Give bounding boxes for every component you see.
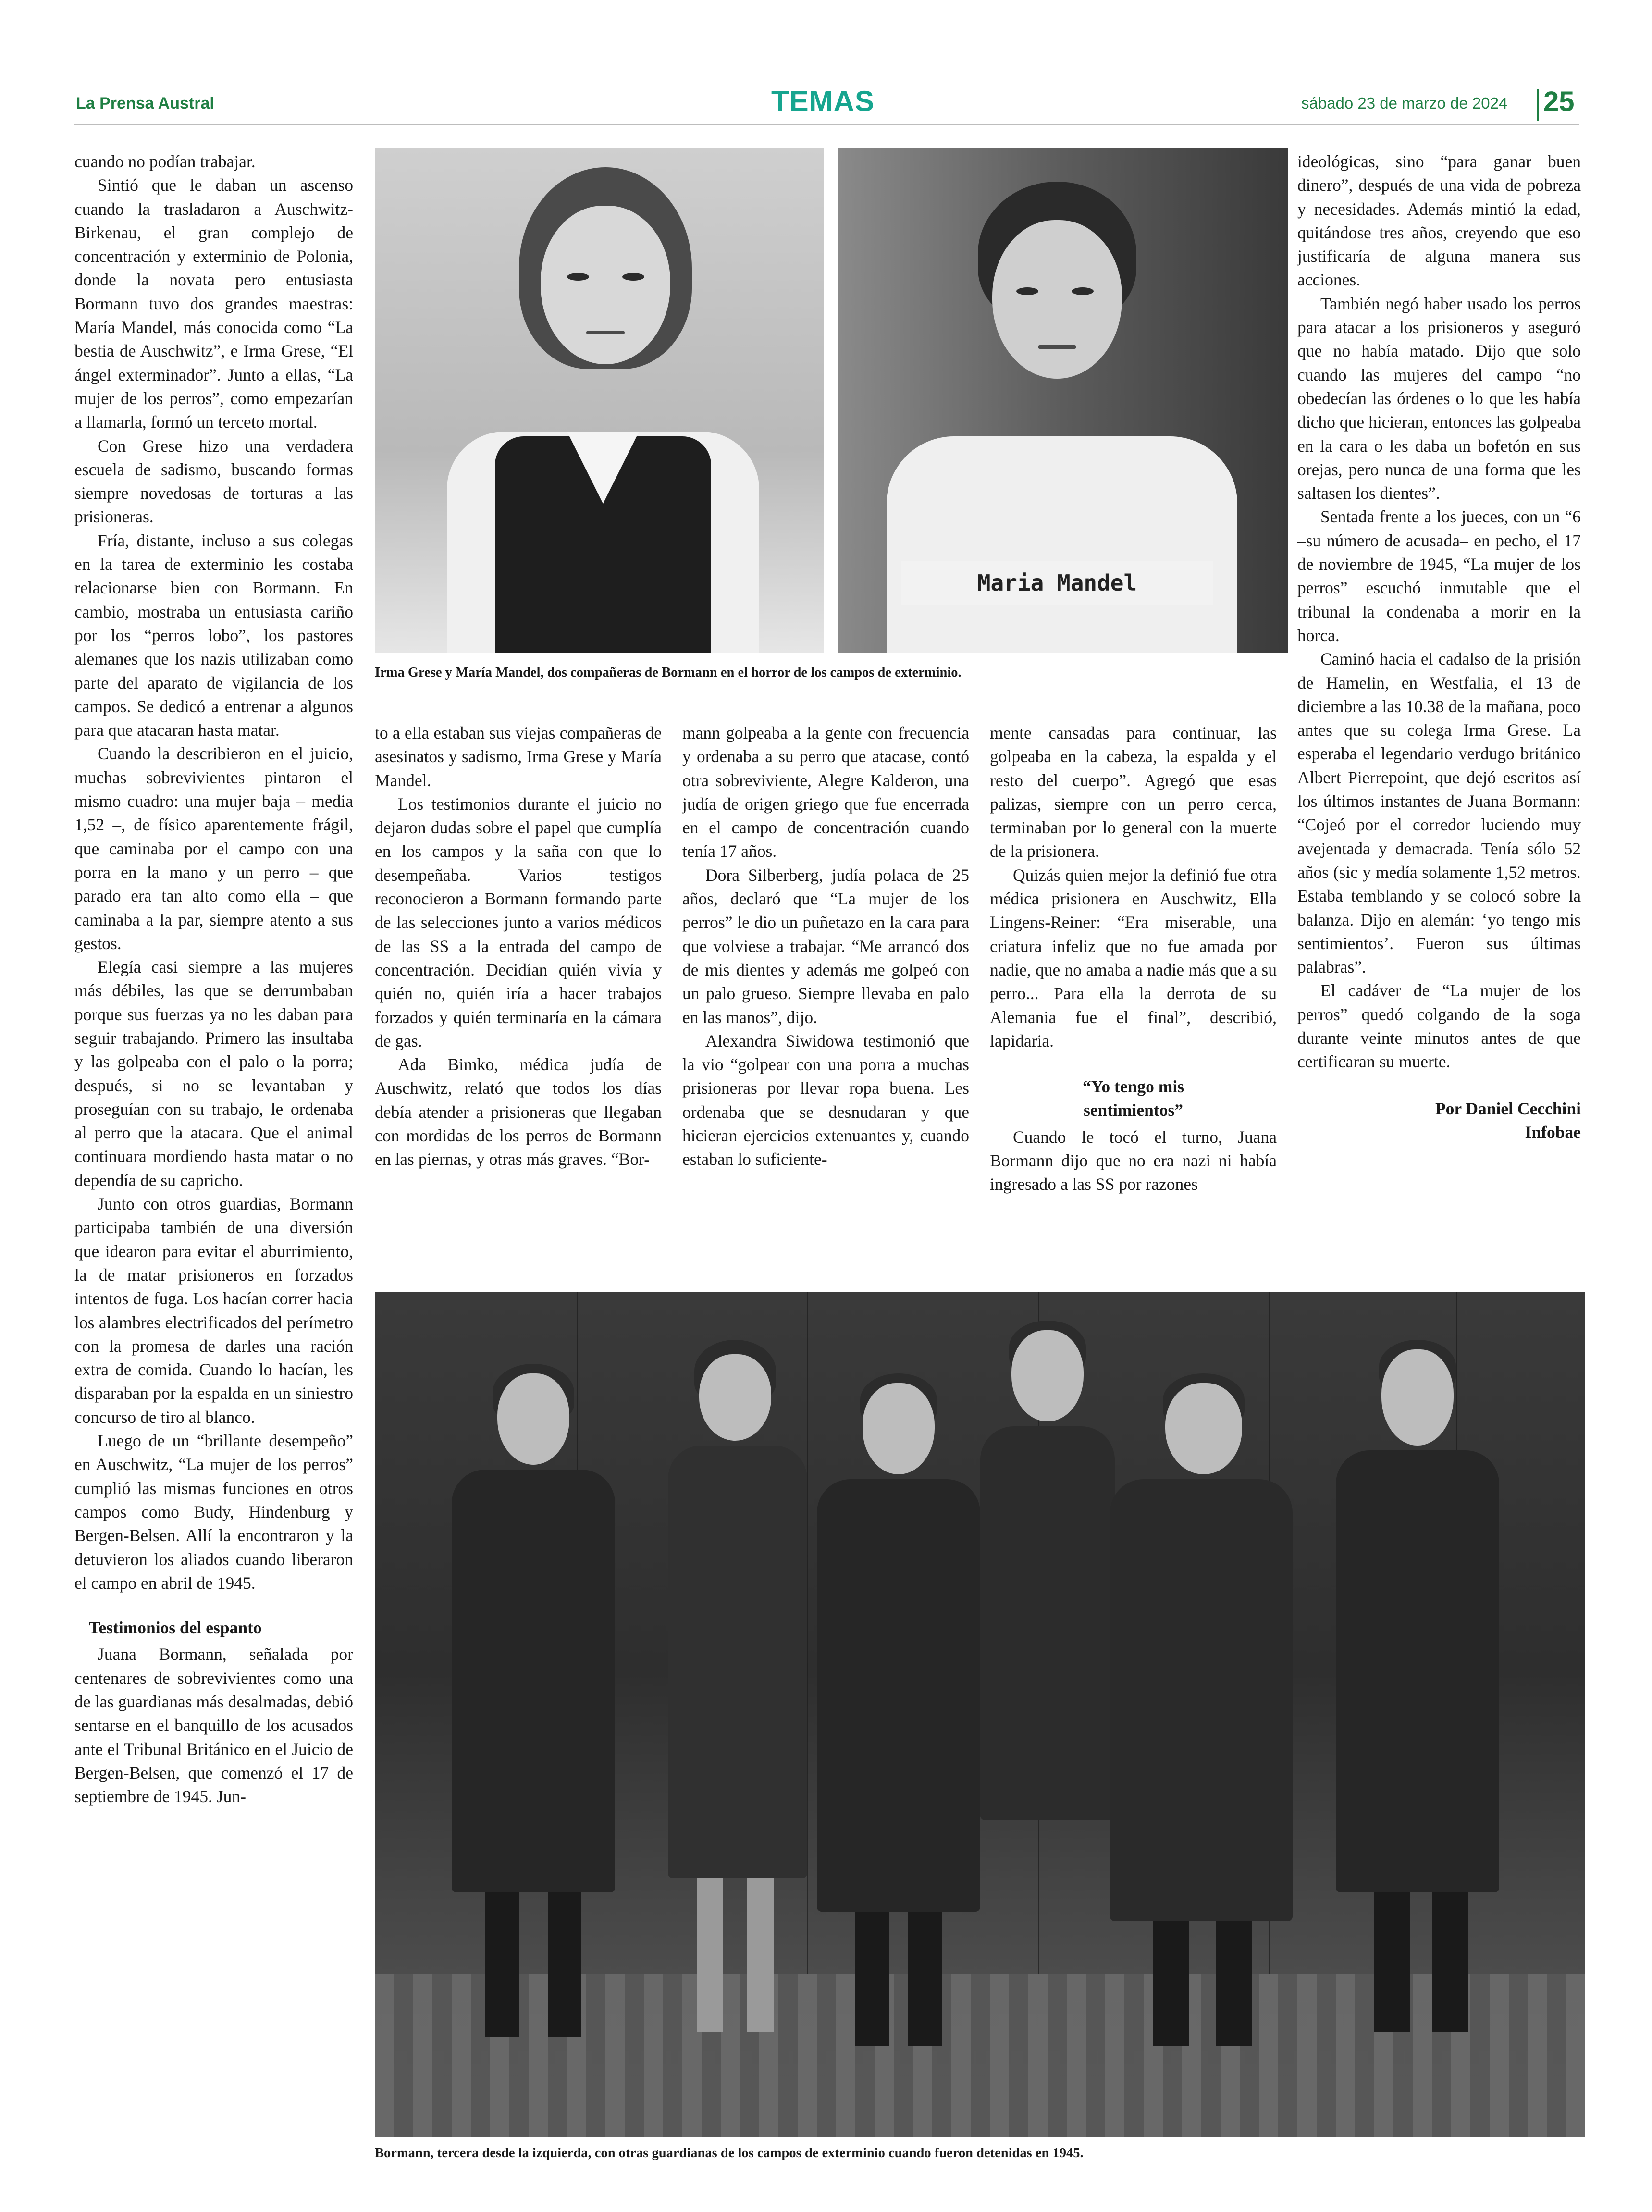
eye-shape [1016, 287, 1038, 295]
paragraph: Juana Bormann, señalada por centenares de sobrevivientes como una de las guardianas más desalmadas, debió sentarse en el banquillo de los acusados ante el Tribunal Británico en el Juicio de Bergen-Belsen, que comenzó el 17 de septiembre de 1945. Jun- [74, 1644, 353, 1806]
section-title: TEMAS [771, 85, 875, 117]
paragraph: Ada Bimko, médica judía de Auschwitz, relató que todos los días debía atender a prisioneras que llegaban con mordidas de los perros de Bormann en las piernas, y otras más graves. “Bor- [375, 1055, 662, 1169]
paragraph: Sentada frente a los jueces, con un “6 –su número de acusada– en pecho, el 17 de noviembre de 1945, “La mujer de los perros” escuchó inmutable que el tribunal la condenaba a morir en la horca. [1297, 507, 1581, 645]
page-number: 25 [1543, 86, 1575, 117]
paragraph: Luego de un “brillante desempeño” en Auschwitz, “La mujer de los perros” cumplió las mismas funciones en otros campos como Budy, Hindenburg y Bergen-Belsen. Allí la encontraron y la detuvieron los aliados cuando liberaron el campo en abril de 1945. [74, 1431, 353, 1593]
paragraph: Cuando la describieron en el juicio, muchas sobrevivientes pintaron el mismo cuadro: una mujer baja – media 1,52 –, de físico aparentemente frágil, que caminaba por el campo con una porra en la mano y un perro – que parado era tan alto como ella – que caminaba a la par, siempre atento a sus gestos. [74, 744, 353, 953]
paragraph: cuando no podían trabajar. [74, 152, 256, 171]
newspaper-name: La Prensa Austral [76, 94, 214, 112]
article-column-2 [375, 721, 662, 1172]
eye-shape [567, 273, 589, 281]
paragraph: mente cansadas para continuar, las golpeaba en la cabeza, la espalda y el resto del cuerpo”. Agregó que esas palizas, siempre con un perro cerca, terminaban por lo general con la muerte de la prisionera. [990, 723, 1277, 861]
name-plate: Maria Mandel [901, 561, 1213, 605]
paragraph: Elegía casi siempre a las mujeres más débiles, las que se derrumbaban porque sus fuerzas ya no les daban para seguir trabajando. Primero las insultaba y las golpeaba con el palo o la porra; después, si no se levantaban y proseguían con su trabajo, le ordenaba al perro que la atacara. Que el animal continuara mordiendo hasta matar o no dependía de su capricho. [74, 957, 353, 1190]
photo-caption: Bormann, tercera desde la izquierda, con otras guardianas de los campos de exterminio cuando fueron detenidas en 1945. [375, 2146, 1084, 2161]
guard-figure [1317, 1340, 1518, 2041]
face-shape [992, 220, 1122, 379]
face-shape [541, 206, 670, 364]
paragraph: También negó haber usado los perros para atacar a los prisioneros y aseguró que no había matado. Dijo que solo cuando las mujeres del campo “no obedecían las órdenes o lo que les había dicho que hicieran, entonces las golpeaba en la cara o les daba un bofetón en sus orejas, pero nunca de una forma que les saltasen los dientes”. [1297, 294, 1581, 503]
eye-shape [622, 273, 644, 281]
paragraph: Sintió que le daban un ascenso cuando la trasladaron a Auschwitz-Birkenau, el gran complejo de concentración y exterminio de Polonia, donde la novata pero entusiasta Bormann tuvo dos grandes maestras: María Mandel, más conocida como “La bestia de Auschwitz”, e Irma Grese, “El ángel exterminador”. Junto a ellas, “La mujer de los perros”, como empezarían a llamarla, formó un terceto mortal. [74, 175, 353, 432]
subheading: Testimonios del espanto [89, 1618, 262, 1638]
paragraph: mann golpeaba a la gente con frecuencia y ordenaba a su perro que atacase, contó otra sobreviviente, Alegre Kalderon, una judía de origen griego que fue encerrada en el campo de concentración cuando tenía 17 años. [682, 723, 969, 861]
subheading: “Yo tengo mis sentimientos” [1082, 1077, 1184, 1120]
paragraph: to a ella estaban sus viejas compañeras de asesinatos y sadismo, Irma Grese y María Mandel. [375, 723, 662, 790]
photo-caption: Irma Grese y María Mandel, dos compañeras de Bormann en el horror de los campos de exterminio. [375, 665, 962, 680]
paragraph: Cuando le tocó el turno, Juana Bormann dijo que no era nazi ni había ingresado a las SS por razones [990, 1127, 1277, 1194]
shirt-shape [887, 436, 1237, 653]
article-column-5 [1297, 150, 1581, 1144]
mouth-shape [1038, 345, 1076, 349]
photo-maria-mandel [838, 148, 1288, 653]
mouth-shape [586, 331, 625, 334]
paragraph: Junto con otros guardias, Bormann participaba también de una diversión que idearon para evitar el aburrimiento, la de matar prisioneros en forzados intentos de fuga. Los hacían correr hacia los alambres electrificados del perímetro con la promesa de darles una ración extra de comida. Cuando lo hacían, les disparaban por la espalda en un siniestro concurso de tiro al blanco. [74, 1194, 353, 1427]
article-column-4 [990, 721, 1277, 1197]
paragraph: Fría, distante, incluso a sus colegas en la tarea de exterminio les costaba relacionarse bien con Bormann. En cambio, mostraba un entusiasta cariño por los “perros lobo”, los pastores alemanes que los nazis utilizaban como parte del aparato de vigilancia de los campos. Se dedicó a entrenar a algunos para que atacaran hasta matar. [74, 531, 353, 740]
paragraph: El cadáver de “La mujer de los perros” quedó colgando de la soga durante veinte minutos antes de que certificaran su muerte. [1297, 981, 1581, 1072]
paragraph: Dora Silberberg, judía polaca de 25 años, declaró que “La mujer de los perros” le dio un puñetazo en la cara para que volviese a trabajar. “Me arrancó dos de mis dientes y además me golpeó con un palo grueso. Siempre llevaba en palo en las manos”, dijo. [682, 865, 969, 1027]
article-column-1 [74, 150, 353, 1808]
guard-figure [432, 1364, 634, 2046]
guard-figure [1096, 1373, 1307, 2056]
collar-shape [567, 432, 639, 504]
header-rule [74, 124, 1579, 125]
photo-irma-grese [375, 148, 824, 653]
issue-date: sábado 23 de marzo de 2024 [1301, 94, 1508, 112]
article-column-3 [682, 721, 969, 1172]
paragraph: Los testimonios durante el juicio no dejaron dudas sobre el papel que cumplía en los campos y la saña con que lo desempeñaba. Varios testigos reconocieron a Bormann formando parte de las selecciones junto a varios médicos de las SS a la entrada del campo de concentración. Decidían quién vivía y quién no, quién iría a hacer trabajos forzados y quién terminaría en la cámara de gas. [375, 794, 662, 1050]
eye-shape [1072, 287, 1094, 295]
photo-guards-group [375, 1292, 1585, 2137]
paragraph: Alexandra Siwidowa testimonió que la vio “golpear con una porra a muchas prisioneras por llevar ropa buena. Les ordenaba que se desnudaran y que hicieran ejercicios extenuantes y, cuando estaban lo suficiente- [682, 1031, 969, 1169]
paragraph: Caminó hacia el cadalso de la prisión de Hamelin, en Westfalia, el 13 de diciembre a las 10.38 de la mañana, poco antes que su colega Irma Grese. La esperaba el legendario verdugo británico Albert Pierrepoint, que dejó escritos así los últimos instantes de Juana Bormann: “Cojeó por el corredor luciendo muy avejentada y demacrada. Tenía sólo 52 años (sic y medía solamente 1,52 metros. Estaba temblando y se colocó sobre la balanza. Dijo en alemán: ‘yo tengo mis sentimientos’. Fueron sus últimas palabras”. [1297, 649, 1581, 977]
paragraph: ideológicas, sino “para ganar buen dinero”, después de una vida de pobreza y necesidades. Además mintió la edad, quitándose tres años, creyendo que eso justificaría de alguna manera sus acciones. [1297, 152, 1581, 290]
paragraph: Con Grese hizo una verdadera escuela de sadismo, buscando formas siempre novedosas de torturas a las prisioneras. [74, 436, 353, 527]
header-separator [1537, 89, 1539, 121]
byline-source: Infobae [1525, 1122, 1581, 1142]
paragraph: Quizás quien mejor la definió fue otra médica prisionera en Auschwitz, Ella Lingens-Reiner: “Era miserable, una criatura infeliz que no fue amada por nadie, que no amaba a nadie más que a su perro... Para ella la derrota de su Alemania fue el final”, describió, lapidaria. [990, 865, 1277, 1050]
byline-author: Por Daniel Cecchini [1435, 1099, 1581, 1118]
